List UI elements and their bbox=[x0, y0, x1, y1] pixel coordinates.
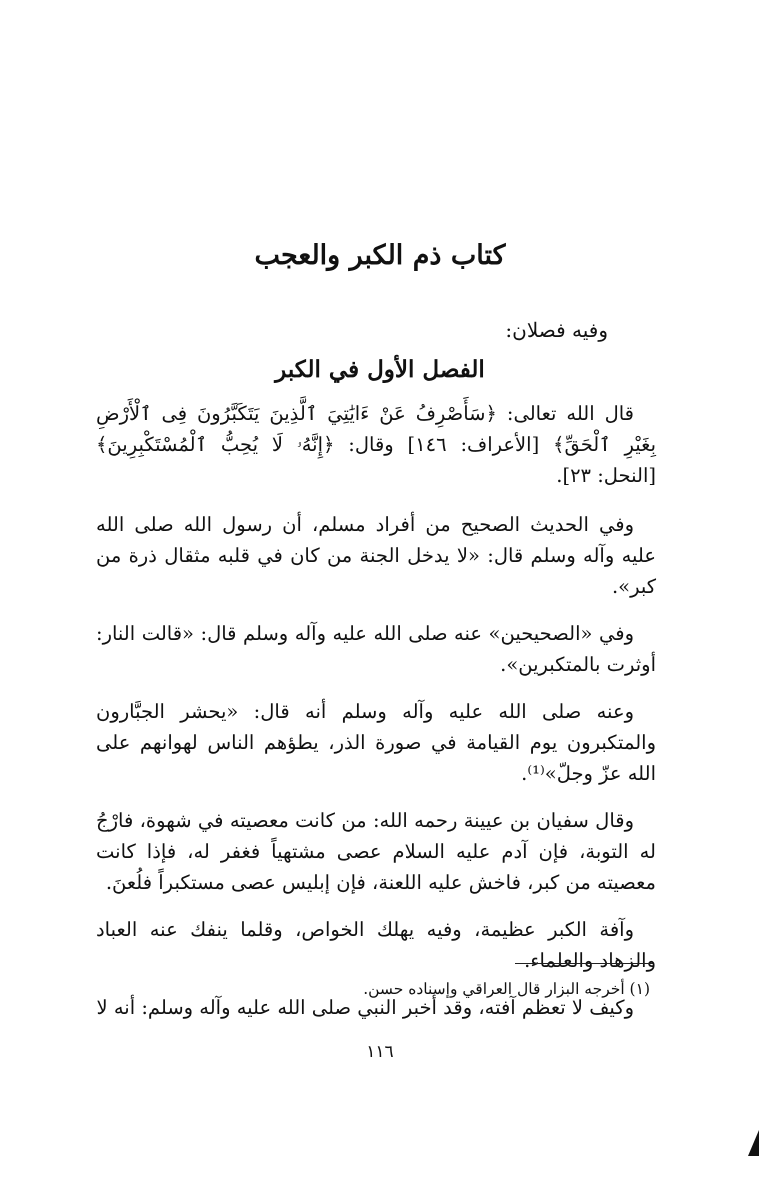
page-edge-mark bbox=[748, 1130, 759, 1156]
paragraph: وكيف لا تعظم آفته، وقد أخبر النبي صلى الله عليه وآله وسلم: أنه لا bbox=[96, 996, 634, 1019]
section-title: الفصل الأول في الكبر bbox=[275, 356, 485, 383]
footnote-divider bbox=[515, 963, 653, 964]
page-number: ١١٦ bbox=[366, 1042, 394, 1062]
chapter-title: كتاب ذم الكبر والعجب bbox=[254, 240, 506, 271]
paragraph: وعنه صلى الله عليه وآله وسلم أنه قال: «يحشر الجبَّارون والمتكبرون يوم القيامة في صورة الذر، يطؤهم الناس لهوانهم على الله عزّ وجلّ»⁽¹⁾. bbox=[96, 700, 656, 785]
paragraph: قال الله تعالى: ﴿سَأَصْرِفُ عَنْ ءَايَٰتِيَ ٱلَّذِينَ يَتَكَبَّرُونَ فِى ٱلْأَرْضِ بِغَيْرِ ٱلْحَقِّ﴾ [الأعراف: ١٤٦] وقال: ﴿إِنَّهُۥ لَا يُحِبُّ ٱلْمُسْتَكْبِرِينَ﴾ [النحل: ٢٣]. bbox=[96, 402, 656, 487]
chapter-intro: وفيه فصلان: bbox=[505, 318, 608, 342]
paragraph: وفي الحديث الصحيح من أفراد مسلم، أن رسول الله صلى الله عليه وآله وسلم قال: «لا يدخل الجنة من كان في قلبه مثقال ذرة من كبر». bbox=[96, 513, 656, 598]
paragraph: وفي «الصحيحين» عنه صلى الله عليه وآله وسلم قال: «قالت النار: أوثرت بالمتكبرين». bbox=[96, 622, 656, 676]
paragraph: وآفة الكبر عظيمة، وفيه يهلك الخواص، وقلما ينفك عنه العباد والزهاد والعلماء. bbox=[96, 918, 656, 972]
footnote: (١) أخرجه البزار قال العراقي وإسناده حسن. bbox=[363, 980, 650, 998]
body-text bbox=[96, 398, 656, 1039]
paragraph: وقال سفيان بن عيينة رحمه الله: من كانت معصيته في شهوة، فارْجُ له التوبة، فإن آدم عليه السلام عصى مشتهياً فغفر له، فإذا كانت معصيته من كبر، فاخش عليه اللعنة، فإن إبليس عصى مستكبراً فلُعنَ. bbox=[96, 809, 656, 894]
